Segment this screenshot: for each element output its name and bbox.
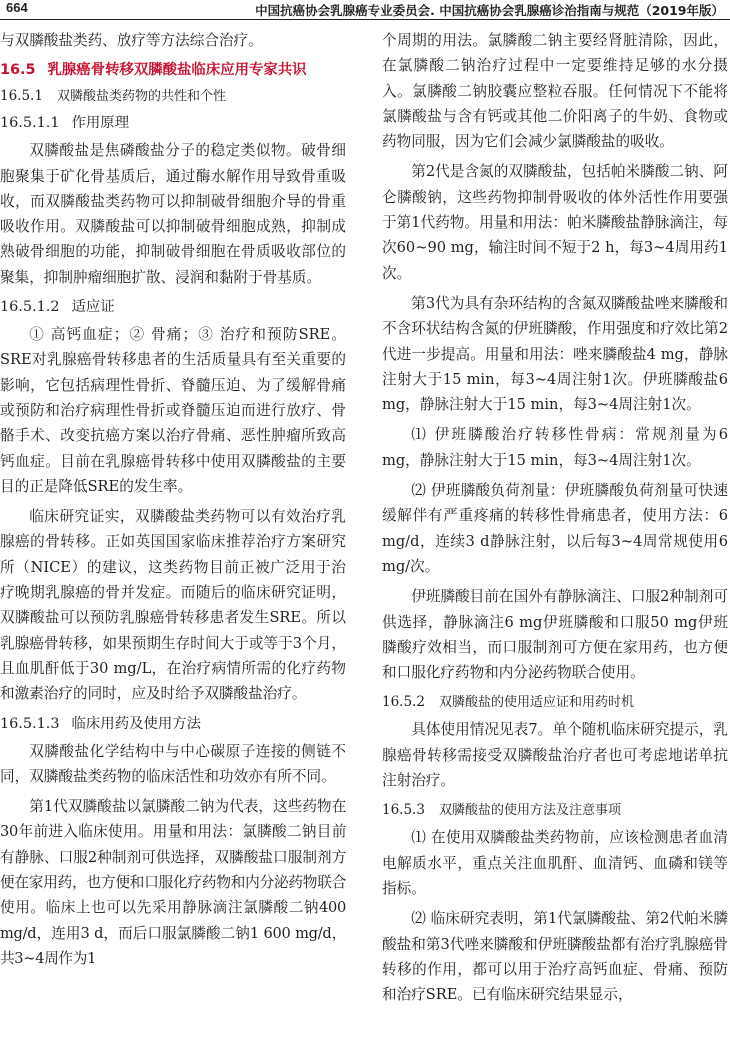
subsubsection-title: 适应证 xyxy=(71,299,115,316)
subsection-heading-16-5-2 xyxy=(382,690,728,715)
paragraph-mechanism: 双膦酸盐是焦磷酸盐分子的稳定类似物。破骨细胞聚集于矿化骨基质后，通过酶水解作用导致骨重吸收，而双膦酸盐类药物可以抑制破骨细胞介导的骨重吸收作用。双膦酸盐可以抑制破骨细胞成熟，抑制成熟破骨细胞的功能，抑制破骨细胞在骨质吸收部位的聚集，抑制肿瘤细胞扩散、浸润和黏附于骨基质。 xyxy=(0,142,346,286)
paragraph-third-generation: 第3代为具有杂环结构的含氮双膦酸盐唑来膦酸和不含环状结构含氮的伊班膦酸，作用强度和疗效比第2代进一步提高。用量和用法：唑来膦酸盐4 mg，静脉注射大于15 min，每3~4周注射1次。伊班膦酸盐6 mg，静脉注射大于15 min，每3~4周注射1次。 xyxy=(382,294,728,414)
paragraph-first-generation-continued: 个周期的用法。氯膦酸二钠主要经肾脏清除，因此，在氯膦酸二钠治疗过程中一定要维持足够的水分摄入。氯膦酸二钠胶囊应整粒吞服。任何情况下不能将氯膦酸盐与含有钙或其他二价阳离子的牛奶、食物或药物同服，因为它们会减少氯膦酸盐的吸收。 xyxy=(382,32,728,151)
subsection-title: 双膦酸盐类药物的共性和个性 xyxy=(56,89,226,105)
continuation-paragraph: 与双膦酸盐类药、放疗等方法综合治疗。 xyxy=(0,32,263,49)
subsubsection-heading-16-5-1-1 xyxy=(0,111,346,136)
right-column xyxy=(382,28,728,1012)
paragraph-second-generation: 第2代是含氮的双膦酸盐，包括帕米膦酸二钠、阿仑膦酸钠，这些药物抑制骨吸收的体外活性作用要强于第1代药物。用量和用法：帕米膦酸盐静脉滴注，每次60~90 mg，输注时间不短于2 h，每3~4周用药1次。 xyxy=(382,163,728,282)
subsection-title: 双膦酸盐的使用适应证和用药时机 xyxy=(438,695,634,711)
paragraph-structure: 双膦酸盐化学结构中与中心碳原子连接的侧链不同，双膦酸盐类药物的临床活性和功效亦有所不同。 xyxy=(0,742,346,785)
header-rule xyxy=(0,19,730,20)
paragraph-ibandronate-1: ⑴ 伊班膦酸治疗转移性骨病：常规剂量为6 mg，静脉注射大于15 min，每3~4周注射1次。 xyxy=(382,426,728,469)
subsection-title: 双膦酸盐的使用方法及注意事项 xyxy=(438,803,621,819)
paragraph-usage: 具体使用情况见表7。单个随机临床研究提示，乳腺癌骨转移需接受双膦酸盐治疗者也可考虑地诺单抗注射治疗。 xyxy=(382,721,728,790)
paragraph-ibandronate-3: 伊班膦酸目前在国外有静脉滴注、口服2种制剂可供选择，静脉滴注6 mg伊班膦酸和口服50 mg伊班膦酸疗效相当，而口服制剂可方便在家用药，也方便和口服化疗药物和内分泌药物联合使用。 xyxy=(382,588,728,682)
page-number: 664 xyxy=(6,0,28,15)
subsubsection-heading-16-5-1-2 xyxy=(0,295,346,320)
subsubsection-title: 作用原理 xyxy=(71,115,130,132)
subsubsection-number: 16.5.1.3 xyxy=(0,715,60,732)
subsubsection-heading-16-5-1-3 xyxy=(0,712,346,737)
subsubsection-number: 16.5.1.1 xyxy=(0,115,60,132)
paragraph-first-generation: 第1代双膦酸盐以氯膦酸二钠为代表，这些药物在30年前进入临床使用。用量和用法：氯膦酸二钠目前有静脉、口服2种制剂可供选择，双膦酸盐口服制剂方便在家用药，也方便和口服化疗药物和内分泌药物联合使用。临床上也可以先采用静脉滴注氯膦酸二钠400 mg/d，连用3 d，而后口服氯膦酸二钠1 600 mg/d，共3~4周作为1 xyxy=(0,798,346,967)
paragraph-precaution-1: ⑴ 在使用双膦酸盐类药物前，应该检测患者血清电解质水平，重点关注血肌酐、血清钙、血磷和镁等指标。 xyxy=(382,829,728,897)
page-header xyxy=(0,0,730,20)
section-title: 乳腺癌骨转移双膦酸盐临床应用专家共识 xyxy=(47,62,307,79)
section-heading xyxy=(0,58,346,83)
running-head: 中国抗癌协会乳腺癌专业委员会. 中国抗癌协会乳腺癌诊治指南与规范（2019年版） xyxy=(255,3,724,18)
paragraph-ibandronate-2: ⑵ 伊班膦酸负荷剂量：伊班膦酸负荷剂量可快速缓解伴有严重疼痛的转移性骨痛患者，使用方法：6 mg/d，连续3 d静脉注射，以后每3~4周常规使用6 mg/次。 xyxy=(382,482,728,575)
subsection-heading-16-5-1 xyxy=(0,84,346,109)
subsection-heading-16-5-3 xyxy=(382,798,728,823)
subsection-number: 16.5.3 xyxy=(382,802,425,819)
section-number: 16.5 xyxy=(0,62,36,79)
paragraph-indication: ① 高钙血症；② 骨痛；③ 治疗和预防SRE。SRE对乳腺癌骨转移患者的生活质量具有至关重要的影响，它包括病理性骨折、脊髓压迫、为了缓解骨痛或预防和治疗病理性骨折或脊髓压迫而进行放疗、骨骼手术、改变抗癌方案以治疗骨痛、恶性肿瘤所致高钙血症。目前在乳腺癌骨转移中使用双膦酸盐的主要目的正是降低SRE的发生率。 xyxy=(0,326,346,495)
subsection-number: 16.5.1 xyxy=(0,88,43,105)
paragraph-precaution-2: ⑵ 临床研究表明，第1代氯膦酸盐、第2代帕米膦酸盐和第3代唑来膦酸和伊班膦酸盐都有治疗乳腺癌骨转移的作用，都可以用于治疗高钙血症、骨痛、预防和治疗SRE。已有临床研究结果显示， xyxy=(382,910,728,1004)
subsubsection-title: 临床用药及使用方法 xyxy=(71,715,202,732)
subsection-number: 16.5.2 xyxy=(382,694,425,711)
subsubsection-number: 16.5.1.2 xyxy=(0,299,60,316)
paragraph-clinical-evidence: 临床研究证实，双膦酸盐类药物可以有效治疗乳腺癌的骨转移。正如英国国家临床推荐治疗方案研究所（NICE）的建议，这类药物目前正被广泛用于治疗晚期乳腺癌的骨并发症。而随后的临床研究证明，双膦酸盐可以预防乳腺癌骨转移患者发生SRE。所以乳腺癌骨转移，如果预期生存时间大于或等于3个月，且血肌酐低于30 mg/L，在治疗病情所需的化疗药物和激素治疗的同时，应及时给予双膦酸盐治疗。 xyxy=(0,508,346,703)
left-column xyxy=(0,28,346,976)
